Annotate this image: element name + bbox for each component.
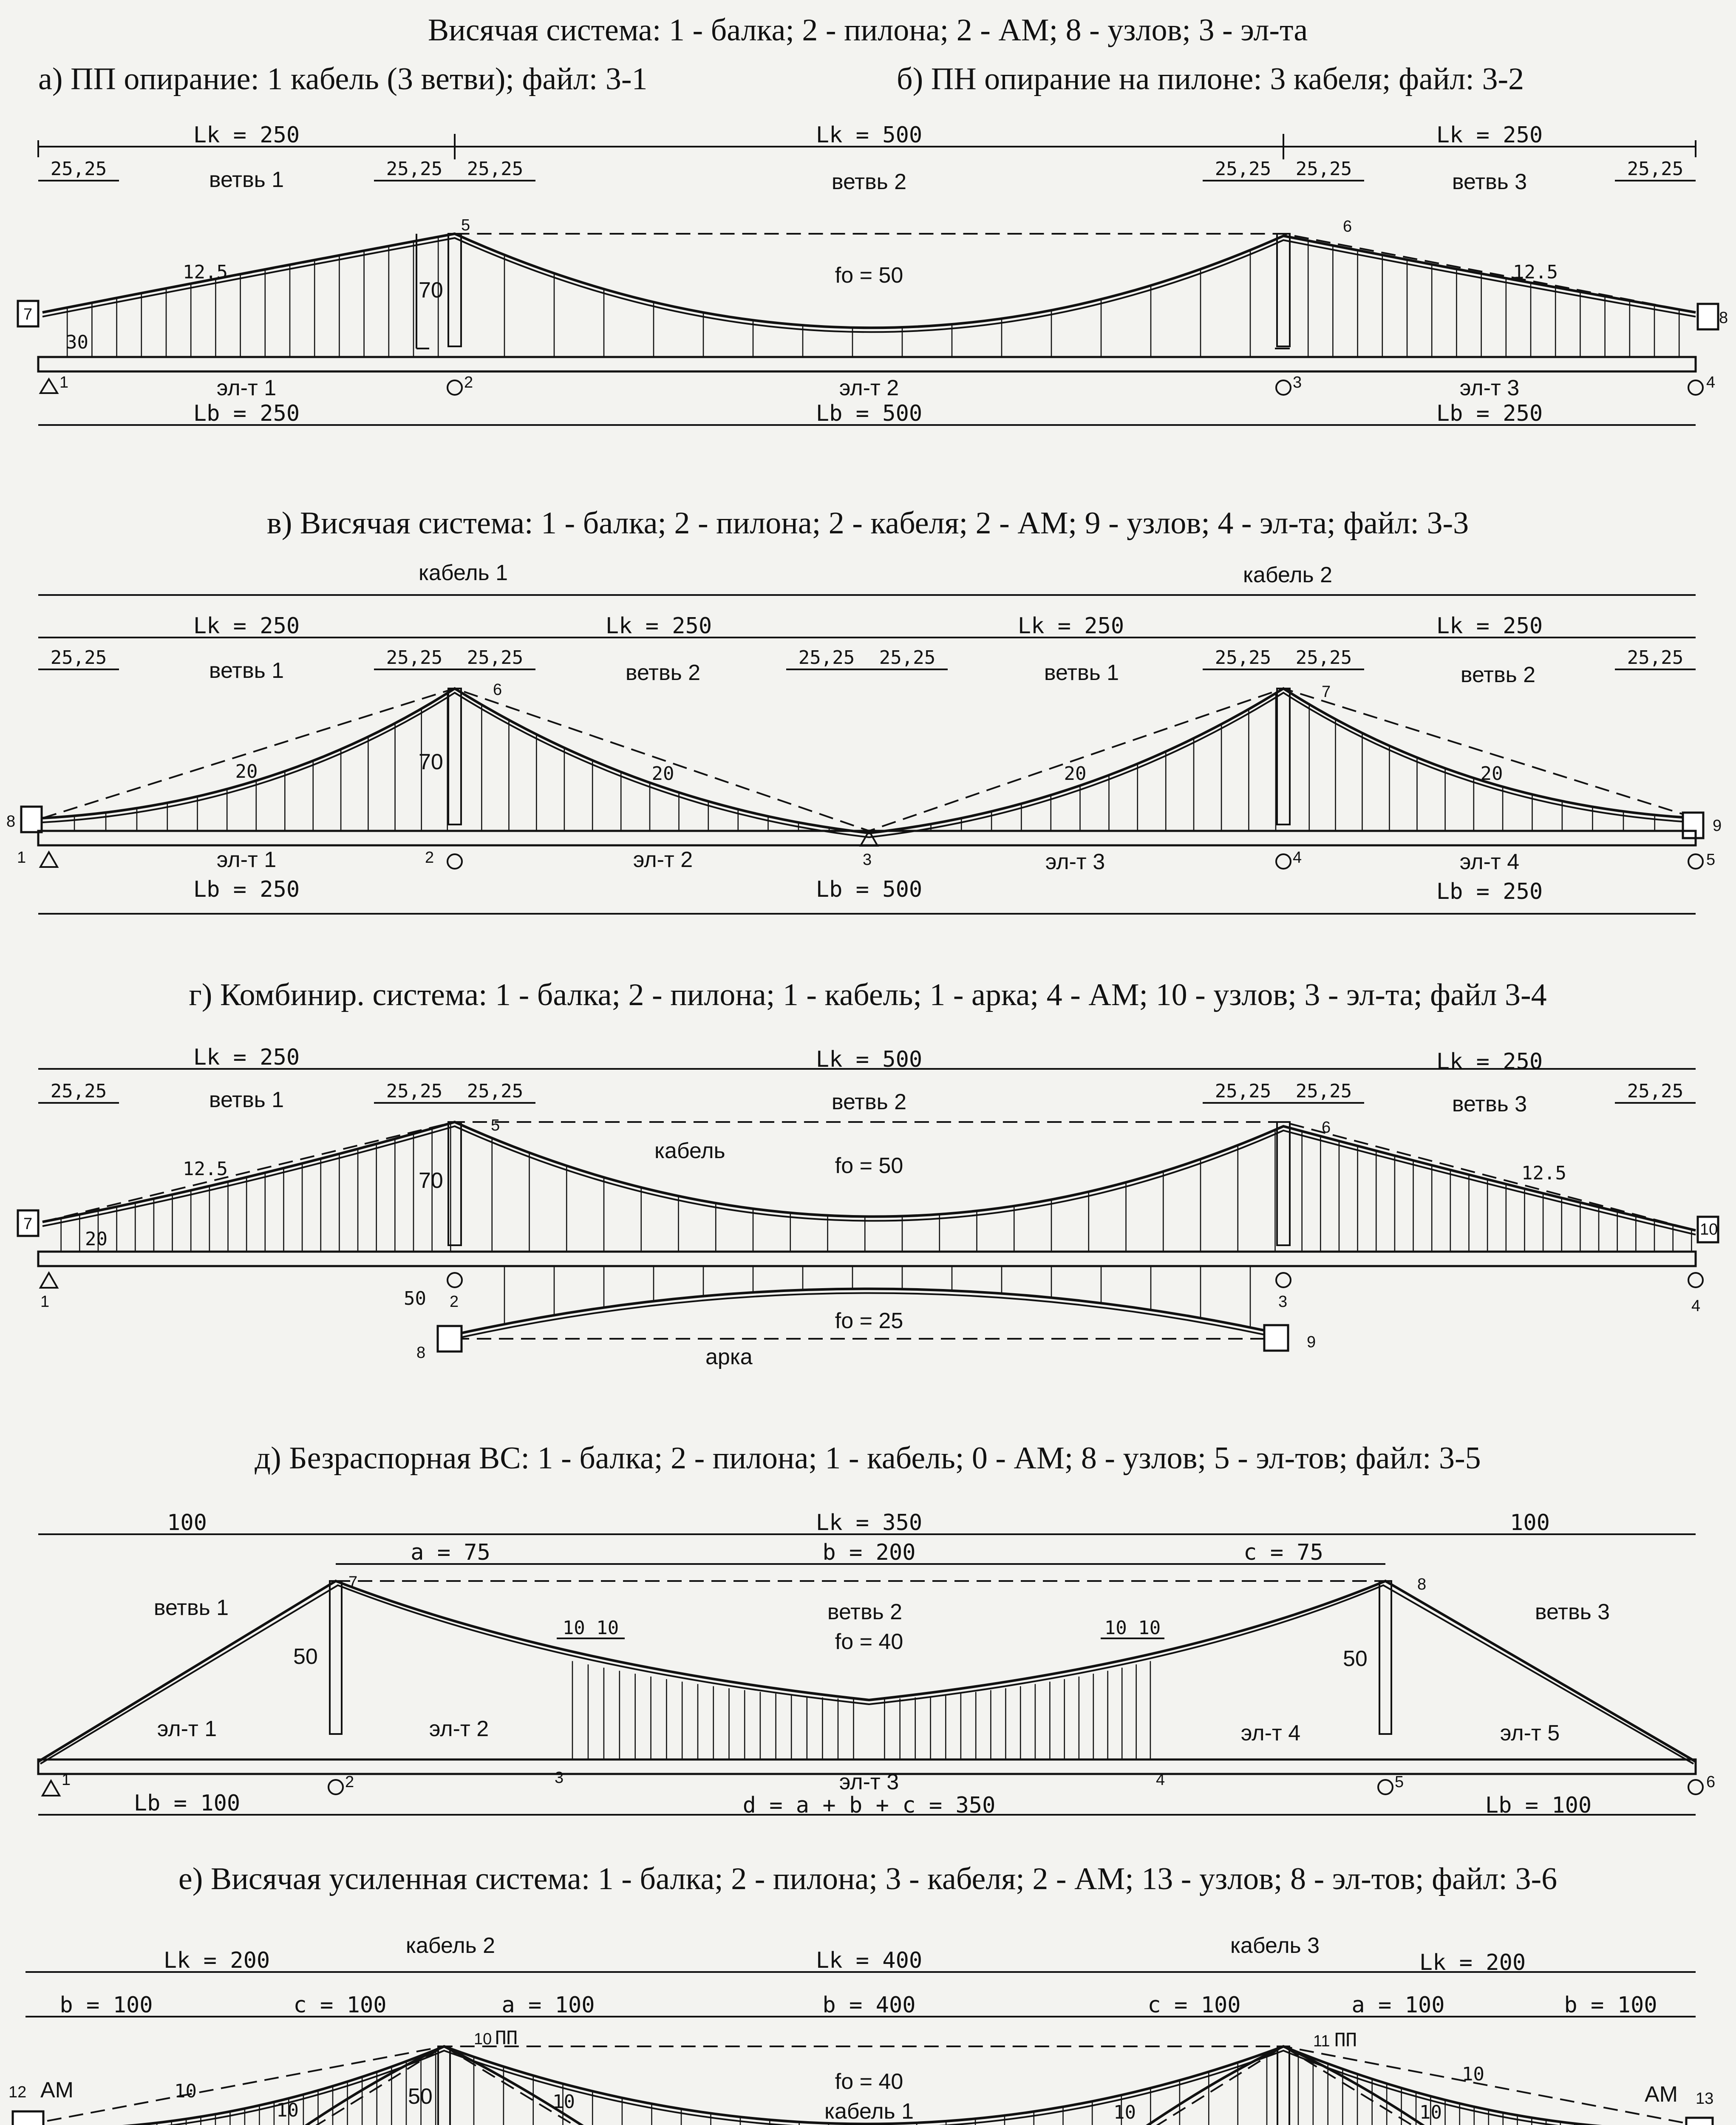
svg-text:20: 20 — [85, 1228, 108, 1250]
svg-text:эл-т 2: эл-т 2 — [429, 1717, 489, 1741]
node-6: 6 — [1343, 218, 1352, 235]
svg-text:Lk = 350: Lk = 350 — [816, 1510, 923, 1536]
svg-text:7: 7 — [1322, 683, 1331, 701]
svg-text:25,25: 25,25 — [1295, 647, 1352, 669]
svg-text:ветвь 3: ветвь 3 — [1452, 1092, 1527, 1116]
svg-text:Lk = 400: Lk = 400 — [816, 1948, 923, 1973]
svg-text:b = 100: b = 100 — [59, 1992, 153, 2018]
svg-text:Lb = 100: Lb = 100 — [133, 1791, 241, 1816]
svg-text:4: 4 — [1156, 1771, 1165, 1789]
header-subtitle-a: а) ПП опирание: 1 кабель (3 ветви); файл: 3-1 — [38, 62, 648, 96]
height-30: 30 — [66, 332, 88, 353]
svg-text:25,25: 25,25 — [386, 1080, 443, 1102]
svg-text:эл-т 5: эл-т 5 — [1500, 1721, 1560, 1745]
svg-text:8: 8 — [416, 1344, 426, 1362]
svg-text:20: 20 — [651, 763, 674, 785]
svg-text:Lb = 250: Lb = 250 — [193, 877, 300, 902]
svg-text:кабель 2: кабель 2 — [405, 1933, 496, 1958]
svg-text:a = 100: a = 100 — [501, 1992, 595, 2018]
seg-dim: 25,25 — [1215, 158, 1272, 180]
svg-text:1: 1 — [40, 1293, 50, 1311]
svg-text:50: 50 — [1343, 1646, 1368, 1671]
svg-text:12.5: 12.5 — [183, 1158, 228, 1180]
svg-text:b = 100: b = 100 — [1564, 1992, 1657, 2018]
svg-text:d = a + b + c = 350: d = a + b + c = 350 — [742, 1793, 996, 1818]
svg-text:9: 9 — [1713, 817, 1722, 835]
lb-label: Lb = 250 — [1436, 401, 1543, 426]
svg-text:25,25: 25,25 — [1215, 647, 1272, 669]
svg-text:4: 4 — [1293, 849, 1302, 867]
svg-text:8: 8 — [1417, 1575, 1427, 1593]
seg-dim: 25,25 — [386, 158, 443, 180]
svg-text:Lk = 250: Lk = 250 — [193, 613, 300, 639]
svg-text:20: 20 — [1480, 763, 1503, 785]
svg-text:2: 2 — [450, 1293, 459, 1311]
node-7: 7 — [23, 306, 33, 323]
svg-text:10: 10 — [1462, 2063, 1484, 2085]
svg-text:Lk = 250: Lk = 250 — [1017, 613, 1124, 639]
element-label: эл-т 1 — [216, 376, 277, 400]
svg-text:Lk = 200: Lk = 200 — [163, 1948, 270, 1973]
svg-text:Lb = 100: Lb = 100 — [1485, 1793, 1592, 1818]
svg-text:Lb = 250: Lb = 250 — [1436, 879, 1543, 904]
svg-text:эл-т 4: эл-т 4 — [1459, 850, 1520, 874]
svg-text:1: 1 — [59, 374, 69, 391]
node-8: 8 — [1719, 309, 1728, 327]
svg-text:20: 20 — [1064, 763, 1087, 785]
svg-text:Lk = 250: Lk = 250 — [1436, 1049, 1543, 1074]
svg-text:2: 2 — [425, 849, 434, 867]
svg-text:a = 100: a = 100 — [1351, 1992, 1445, 2018]
svg-text:эл-т 2: эл-т 2 — [633, 847, 693, 872]
panel-g — [18, 978, 1718, 1369]
svg-text:fo = 40: fo = 40 — [835, 2069, 903, 2094]
svg-text:АМ: АМ — [40, 2078, 74, 2102]
svg-text:25,25: 25,25 — [386, 647, 443, 669]
branch-label: ветвь 2 — [831, 170, 907, 194]
node-5: 5 — [461, 216, 470, 234]
lk-label: Lk = 500 — [816, 122, 923, 148]
element-label: эл-т 3 — [1459, 376, 1520, 400]
svg-text:6: 6 — [1322, 1119, 1331, 1136]
svg-text:арка: арка — [705, 1345, 753, 1369]
svg-text:25,25: 25,25 — [1295, 1080, 1352, 1102]
svg-text:эл-т 3: эл-т 3 — [1045, 850, 1105, 874]
svg-text:ветвь 1: ветвь 1 — [153, 1595, 229, 1620]
svg-text:АМ: АМ — [1645, 2082, 1678, 2107]
svg-text:Lk = 250: Lk = 250 — [1436, 613, 1543, 639]
svg-text:100: 100 — [167, 1510, 207, 1536]
svg-text:12: 12 — [8, 2083, 27, 2101]
svg-text:25,25: 25,25 — [50, 1080, 107, 1102]
svg-text:b = 200: b = 200 — [822, 1540, 916, 1565]
svg-text:b = 400: b = 400 — [822, 1992, 916, 2018]
fo-label: fo = 50 — [835, 263, 903, 288]
svg-text:ветвь 2: ветвь 2 — [831, 1090, 907, 1114]
panel-title: г) Комбинир. система: 1 - балка; 2 - пилона; 1 - кабель; 1 - арка; 4 - АМ; 10 - узлов; 3 - эл-та; файл 3-4 — [189, 978, 1547, 1012]
svg-text:кабель 3: кабель 3 — [1230, 1933, 1320, 1958]
svg-text:4: 4 — [1706, 374, 1716, 391]
panel-a — [18, 122, 1728, 426]
svg-text:11: 11 — [1313, 2032, 1330, 2050]
svg-text:8: 8 — [6, 813, 16, 830]
svg-text:25,25: 25,25 — [467, 1080, 524, 1102]
svg-text:3: 3 — [1278, 1293, 1288, 1311]
svg-text:4: 4 — [1691, 1297, 1701, 1315]
svg-text:50: 50 — [404, 1288, 426, 1309]
svg-text:Lk = 500: Lk = 500 — [816, 1047, 923, 1072]
svg-text:эл-т 1: эл-т 1 — [157, 1717, 217, 1741]
svg-text:1: 1 — [62, 1771, 71, 1789]
svg-text:10: 10 — [174, 2080, 197, 2102]
svg-text:70: 70 — [419, 1168, 443, 1193]
svg-text:ветвь 1: ветвь 1 — [209, 1088, 284, 1112]
sag-label: 12.5 — [183, 261, 228, 283]
svg-text:6: 6 — [1706, 1773, 1716, 1791]
svg-text:fo = 25: fo = 25 — [835, 1309, 903, 1333]
svg-text:25,25: 25,25 — [879, 647, 936, 669]
svg-text:ветвь 3: ветвь 3 — [1535, 1600, 1610, 1624]
svg-text:12.5: 12.5 — [1521, 1162, 1566, 1184]
svg-text:кабель 1: кабель 1 — [824, 2099, 914, 2124]
svg-text:fo = 50: fo = 50 — [835, 1153, 903, 1178]
panel-title: в) Висячая система: 1 - балка; 2 - пилона; 2 - кабеля; 2 - АМ; 9 - узлов; 4 - эл-та; файл: 3-3 — [266, 506, 1469, 541]
svg-text:ветвь 2: ветвь 2 — [1460, 663, 1536, 687]
svg-text:эл-т 1: эл-т 1 — [216, 847, 277, 872]
panel-title: е) Висячая усиленная система: 1 - балка; 2 - пилона; 3 - кабеля; 2 - АМ; 13 - узлов; 8 - эл-тов; файл: 3-6 — [178, 1862, 1558, 1896]
svg-text:10: 10 — [276, 2100, 299, 2121]
svg-text:c = 100: c = 100 — [1147, 1992, 1241, 2018]
svg-text:10: 10 — [1700, 1221, 1718, 1238]
svg-text:6: 6 — [493, 681, 502, 699]
svg-text:50: 50 — [293, 1644, 318, 1669]
svg-text:Lk = 200: Lk = 200 — [1419, 1950, 1526, 1975]
svg-text:10: 10 — [1113, 2102, 1136, 2123]
seg-dim: 25,25 — [50, 158, 107, 180]
svg-text:2: 2 — [345, 1773, 354, 1791]
svg-text:5: 5 — [1706, 851, 1716, 869]
svg-text:3: 3 — [1293, 374, 1302, 391]
svg-text:c = 75: c = 75 — [1243, 1540, 1323, 1565]
svg-text:ветвь 2: ветвь 2 — [625, 660, 701, 685]
svg-text:13: 13 — [1696, 2090, 1714, 2108]
svg-text:10: 10 — [1419, 2102, 1442, 2123]
svg-text:100: 100 — [1510, 1510, 1550, 1536]
panel-e — [8, 1862, 1715, 2125]
svg-text:7: 7 — [348, 1573, 358, 1591]
sag-label: 12.5 — [1513, 261, 1558, 283]
svg-text:ветвь 1: ветвь 1 — [1044, 660, 1119, 685]
svg-text:эл-т 4: эл-т 4 — [1240, 1721, 1301, 1745]
seg-dim: 25,25 — [467, 158, 524, 180]
svg-text:Lb = 500: Lb = 500 — [816, 877, 923, 902]
panel-v — [6, 506, 1722, 914]
svg-text:c = 100: c = 100 — [293, 1992, 387, 2018]
svg-text:кабель: кабель — [654, 1139, 725, 1163]
height-70: 70 — [419, 278, 443, 303]
svg-text:5: 5 — [491, 1116, 500, 1134]
panel-d — [38, 1441, 1715, 1818]
lk-label: Lk = 250 — [1436, 122, 1543, 148]
svg-text:a = 75: a = 75 — [411, 1540, 490, 1565]
lb-label: Lb = 250 — [193, 401, 300, 426]
lb-label: Lb = 500 — [816, 401, 923, 426]
svg-text:25,25: 25,25 — [50, 647, 107, 669]
branch-label: ветвь 1 — [209, 167, 284, 192]
element-label: эл-т 2 — [839, 376, 899, 400]
svg-text:9: 9 — [1307, 1333, 1316, 1351]
header-subtitle-b: б) ПН опирание на пилоне: 3 кабеля; файл: 3-2 — [897, 62, 1524, 96]
lk-label: Lk = 250 — [193, 122, 300, 148]
svg-text:Lk = 250: Lk = 250 — [193, 1045, 300, 1070]
svg-text:25,25: 25,25 — [798, 647, 855, 669]
svg-text:ветвь 2: ветвь 2 — [827, 1600, 903, 1624]
svg-text:fo = 40: fo = 40 — [835, 1629, 903, 1654]
svg-text:25,25: 25,25 — [467, 647, 524, 669]
svg-text:кабель 1: кабель 1 — [418, 561, 508, 585]
panel-title: д) Безраспорная ВС: 1 - балка; 2 - пилона; 1 - кабель; 0 - АМ; 8 - узлов; 5 - эл-тов; файл: 3-5 — [255, 1441, 1481, 1476]
svg-text:ПП: ПП — [495, 2027, 518, 2049]
svg-text:5: 5 — [1395, 1773, 1404, 1791]
svg-text:ветвь 1: ветвь 1 — [209, 658, 284, 683]
svg-text:70: 70 — [419, 750, 443, 774]
svg-text:ПП: ПП — [1334, 2029, 1357, 2051]
svg-text:20: 20 — [235, 761, 258, 782]
svg-text:2: 2 — [464, 374, 473, 391]
svg-text:10 10: 10 10 — [562, 1617, 619, 1639]
seg-dim: 25,25 — [1295, 158, 1352, 180]
seg-dim: 25,25 — [1627, 158, 1684, 180]
svg-text:7: 7 — [23, 1215, 33, 1233]
svg-text:3: 3 — [555, 1769, 564, 1787]
svg-text:25,25: 25,25 — [1215, 1080, 1272, 1102]
svg-text:кабель 2: кабель 2 — [1243, 563, 1333, 587]
svg-text:1: 1 — [17, 849, 26, 867]
svg-text:эл-т 3: эл-т 3 — [839, 1770, 899, 1794]
header-title: Висячая система: 1 - балка; 2 - пилона; 2 - АМ; 8 - узлов; 3 - эл-та — [428, 13, 1308, 48]
svg-text:10: 10 — [552, 2091, 575, 2113]
branch-label: ветвь 3 — [1452, 170, 1527, 194]
svg-text:10 10: 10 10 — [1104, 1617, 1161, 1639]
svg-text:Lk = 250: Lk = 250 — [605, 613, 712, 639]
svg-text:25,25: 25,25 — [1627, 1080, 1684, 1102]
svg-text:10: 10 — [474, 2030, 492, 2048]
svg-text:50: 50 — [408, 2084, 433, 2109]
svg-text:25,25: 25,25 — [1627, 647, 1684, 669]
svg-text:3: 3 — [863, 851, 872, 869]
